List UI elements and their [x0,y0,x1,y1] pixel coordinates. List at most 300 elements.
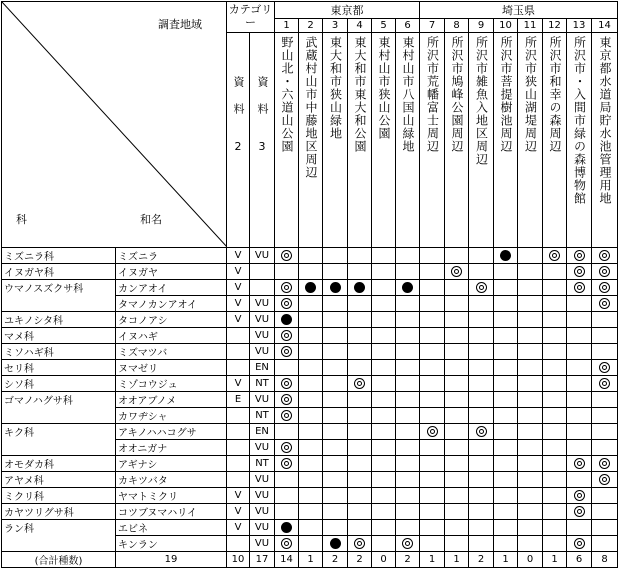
source-3-label: 資料 [256,76,269,130]
occurrence-cell-site-13 [567,520,592,536]
site-name-12: 所沢市和幸の森周辺 [548,36,562,153]
occurrence-cell-site-11 [518,408,543,424]
occurrence-cell-site-4 [348,408,372,424]
occurrence-cell-site-1 [275,360,299,376]
occurrence-cell-site-2 [299,248,323,264]
source-2-number: 2 [234,140,242,153]
occurrence-cell-site-8 [445,296,469,312]
category-c1-cell: E [227,392,250,408]
filled-circle-icon [305,282,316,293]
occurrence-cell-site-6 [396,456,420,472]
occurrence-cell-site-11 [518,248,543,264]
category-c1-cell: V [227,376,250,392]
occurrence-cell-site-13 [567,472,592,488]
site-number-11: 11 [518,19,543,33]
occurrence-cell-site-10 [494,536,518,552]
occurrence-cell-site-4 [348,312,372,328]
site-name-14: 東京都水道局貯水池管理用地 [598,36,612,205]
category-c1-cell: V [227,264,250,280]
occurrence-cell-site-9 [469,488,494,504]
category-c1-cell: V [227,312,250,328]
occurrence-cell-site-5 [372,472,396,488]
totals-site-1: 14 [275,552,299,568]
category-c1-cell [227,536,250,552]
occurrence-cell-site-10 [494,472,518,488]
occurrence-cell-site-12 [543,360,567,376]
double-circle-icon [402,538,413,549]
family-cell: ウマノスズクサ科 [2,280,116,312]
occurrence-cell-site-1 [275,408,299,424]
double-circle-icon [599,250,610,261]
occurrence-cell-site-5 [372,328,396,344]
occurrence-cell-site-9 [469,504,494,520]
site-number-12: 12 [543,19,567,33]
occurrence-cell-site-4 [348,392,372,408]
double-circle-icon [574,506,585,517]
occurrence-cell-site-13 [567,296,592,312]
occurrence-cell-site-8 [445,472,469,488]
occurrence-cell-site-1 [275,264,299,280]
occurrence-cell-site-12 [543,440,567,456]
occurrence-cell-site-2 [299,520,323,536]
double-circle-icon [354,378,365,389]
occurrence-cell-site-14 [592,264,618,280]
occurrence-cell-site-5 [372,456,396,472]
site-name-cell-5 [372,33,396,248]
site-name-3: 東大和市狭山緑地 [328,36,343,140]
occurrence-cell-site-11 [518,472,543,488]
totals-site-5: 0 [372,552,396,568]
category-c2-cell: VU [250,328,275,344]
occurrence-cell-site-5 [372,344,396,360]
occurrence-cell-site-3 [323,504,348,520]
occurrence-cell-site-4 [348,344,372,360]
totals-label: (合計種数) [2,552,116,568]
occurrence-cell-site-6 [396,296,420,312]
occurrence-cell-site-2 [299,408,323,424]
occurrence-cell-site-8 [445,488,469,504]
source-2-header [227,33,250,248]
occurrence-cell-site-13 [567,264,592,280]
occurrence-cell-site-2 [299,392,323,408]
double-circle-icon [574,538,585,549]
occurrence-cell-site-8 [445,440,469,456]
occurrence-cell-site-3 [323,472,348,488]
category-c2-cell: VU [250,488,275,504]
filled-circle-icon [281,522,292,533]
occurrence-cell-site-7 [420,408,445,424]
occurrence-cell-site-4 [348,376,372,392]
occurrence-cell-site-1 [275,488,299,504]
totals-category-c2: 17 [250,552,275,568]
species-name-cell: エビネ [116,520,227,536]
table-row [2,344,618,360]
occurrence-cell-site-1 [275,472,299,488]
region-label: 調査地域 [158,18,202,31]
occurrence-cell-site-9 [469,328,494,344]
site-name-cell-9 [469,33,494,248]
species-name-cell: タマノカンアオイ [116,296,227,312]
occurrence-cell-site-8 [445,536,469,552]
occurrence-cell-site-3 [323,520,348,536]
site-name-cell-3 [323,33,348,248]
occurrence-cell-site-3 [323,248,348,264]
double-circle-icon [281,410,292,421]
occurrence-cell-site-3 [323,392,348,408]
site-name-7: 所沢市荒幡富士周辺 [425,36,440,153]
occurrence-cell-site-10 [494,344,518,360]
occurrence-cell-site-9 [469,536,494,552]
occurrence-cell-site-4 [348,264,372,280]
occurrence-cell-site-12 [543,312,567,328]
double-circle-icon [451,266,462,277]
double-circle-icon [354,538,365,549]
category-c2-cell: VU [250,296,275,312]
occurrence-cell-site-5 [372,440,396,456]
occurrence-cell-site-2 [299,488,323,504]
double-circle-icon [427,426,438,437]
site-name-13: 所沢市・入間市緑の森博物館 [572,36,587,205]
species-name-cell: ミズマツバ [116,344,227,360]
occurrence-cell-site-3 [323,328,348,344]
occurrence-cell-site-4 [348,296,372,312]
occurrence-cell-site-12 [543,280,567,296]
occurrence-cell-site-12 [543,296,567,312]
category-c1-cell: V [227,248,250,264]
double-circle-icon [574,266,585,277]
site-name-2: 武蔵村山市中藤地区周辺 [304,36,318,179]
filled-circle-icon [354,282,365,293]
site-name-11: 所沢市狭山湖堤周辺 [523,36,538,153]
totals-site-13: 6 [567,552,592,568]
category-c2-cell: NT [250,376,275,392]
occurrence-cell-site-3 [323,360,348,376]
occurrence-cell-site-4 [348,504,372,520]
category-header-text: カテゴリー [228,3,273,29]
occurrence-cell-site-11 [518,296,543,312]
site-name-cell-4 [348,33,372,248]
occurrence-cell-site-4 [348,520,372,536]
filled-circle-icon [330,282,341,293]
occurrence-cell-site-7 [420,536,445,552]
occurrence-cell-site-14 [592,536,618,552]
site-name-4: 東大和市東大和公園 [353,36,367,153]
occurrence-cell-site-13 [567,408,592,424]
header-diagonal-cell [2,2,227,248]
species-name-cell: カンアオイ [116,280,227,296]
species-name-cell: ミゾコウジュ [116,376,227,392]
site-number-3: 3 [323,19,348,33]
occurrence-cell-site-12 [543,408,567,424]
species-name-cell: アギナシ [116,456,227,472]
site-name-cell-11 [518,33,543,248]
totals-site-14: 8 [592,552,618,568]
occurrence-cell-site-9 [469,248,494,264]
table-row [2,280,618,296]
totals-site-8: 1 [445,552,469,568]
occurrence-cell-site-10 [494,360,518,376]
occurrence-cell-site-13 [567,328,592,344]
family-cell: アヤメ科 [2,472,116,488]
occurrence-cell-site-3 [323,264,348,280]
occurrence-cell-site-4 [348,360,372,376]
occurrence-cell-site-9 [469,424,494,440]
table-row [2,424,618,440]
occurrence-cell-site-10 [494,376,518,392]
occurrence-cell-site-8 [445,248,469,264]
species-name-cell: ヤマトミクリ [116,488,227,504]
occurrence-cell-site-6 [396,248,420,264]
filled-circle-icon [402,282,413,293]
double-circle-icon [281,346,292,357]
occurrence-cell-site-3 [323,312,348,328]
totals-row [2,552,618,568]
occurrence-cell-site-4 [348,424,372,440]
occurrence-cell-site-9 [469,280,494,296]
occurrence-cell-site-9 [469,344,494,360]
occurrence-cell-site-10 [494,264,518,280]
occurrence-cell-site-11 [518,440,543,456]
occurrence-cell-site-7 [420,328,445,344]
table-row [2,472,618,488]
occurrence-cell-site-2 [299,264,323,280]
occurrence-cell-site-3 [323,440,348,456]
totals-site-3: 2 [323,552,348,568]
occurrence-cell-site-14 [592,488,618,504]
occurrence-cell-site-5 [372,424,396,440]
family-cell: ミクリ科 [2,488,116,504]
occurrence-cell-site-6 [396,424,420,440]
double-circle-icon [281,330,292,341]
occurrence-cell-site-10 [494,392,518,408]
double-circle-icon [549,250,560,261]
occurrence-cell-site-13 [567,344,592,360]
occurrence-cell-site-3 [323,408,348,424]
family-cell: ミソハギ科 [2,344,116,360]
pref-saitama-header: 埼玉県 [420,2,618,19]
occurrence-cell-site-11 [518,520,543,536]
occurrence-cell-site-10 [494,248,518,264]
occurrence-cell-site-5 [372,392,396,408]
occurrence-cell-site-11 [518,264,543,280]
double-circle-icon [281,298,292,309]
occurrence-cell-site-7 [420,456,445,472]
occurrence-cell-site-10 [494,296,518,312]
double-circle-icon [574,490,585,501]
source-3-number: 3 [258,140,266,153]
totals-site-6: 2 [396,552,420,568]
species-name-cell: アキノハハコグサ [116,424,227,440]
occurrence-cell-site-5 [372,536,396,552]
occurrence-cell-site-1 [275,280,299,296]
category-c1-cell: V [227,280,250,296]
occurrence-cell-site-1 [275,328,299,344]
site-name-cell-6 [396,33,420,248]
occurrence-cell-site-1 [275,248,299,264]
site-number-1: 1 [275,19,299,33]
category-header [227,2,275,33]
occurrence-cell-site-13 [567,280,592,296]
occurrence-cell-site-3 [323,280,348,296]
family-label: 科 [16,213,27,226]
table-row [2,488,618,504]
category-c1-cell: V [227,520,250,536]
occurrence-cell-site-2 [299,312,323,328]
family-cell: カヤツリグサ科 [2,504,116,520]
site-name-6: 東村山市八国山緑地 [401,36,415,153]
occurrence-cell-site-8 [445,280,469,296]
occurrence-cell-site-11 [518,456,543,472]
site-name-cell-13 [567,33,592,248]
source-2-label: 資料 [232,76,245,130]
family-cell: ラン科 [2,520,116,552]
occurrence-cell-site-4 [348,440,372,456]
species-name-cell: キンラン [116,536,227,552]
site-name-cell-1 [275,33,299,248]
occurrence-cell-site-1 [275,504,299,520]
occurrence-cell-site-6 [396,392,420,408]
occurrence-cell-site-7 [420,392,445,408]
red-list-plant-table [1,1,618,568]
category-c2-cell: EN [250,424,275,440]
occurrence-cell-site-12 [543,504,567,520]
site-number-4: 4 [348,19,372,33]
occurrence-cell-site-3 [323,376,348,392]
occurrence-cell-site-14 [592,280,618,296]
occurrence-cell-site-2 [299,504,323,520]
occurrence-cell-site-1 [275,520,299,536]
occurrence-cell-site-11 [518,344,543,360]
occurrence-cell-site-10 [494,488,518,504]
category-c1-cell: V [227,488,250,504]
occurrence-cell-site-10 [494,424,518,440]
occurrence-cell-site-6 [396,360,420,376]
table-row [2,264,618,280]
occurrence-cell-site-13 [567,392,592,408]
category-c2-cell: VU [250,312,275,328]
occurrence-cell-site-2 [299,360,323,376]
double-circle-icon [599,474,610,485]
occurrence-cell-site-14 [592,360,618,376]
occurrence-cell-site-7 [420,344,445,360]
occurrence-cell-site-9 [469,264,494,280]
occurrence-cell-site-6 [396,504,420,520]
occurrence-cell-site-14 [592,328,618,344]
occurrence-cell-site-14 [592,472,618,488]
occurrence-cell-site-14 [592,440,618,456]
occurrence-cell-site-11 [518,488,543,504]
occurrence-cell-site-11 [518,504,543,520]
category-c2-cell: NT [250,456,275,472]
occurrence-cell-site-8 [445,392,469,408]
occurrence-cell-site-1 [275,424,299,440]
occurrence-cell-site-1 [275,536,299,552]
occurrence-cell-site-8 [445,456,469,472]
occurrence-cell-site-2 [299,376,323,392]
occurrence-cell-site-7 [420,472,445,488]
totals-site-2: 1 [299,552,323,568]
occurrence-cell-site-10 [494,328,518,344]
double-circle-icon [281,458,292,469]
species-name-cell: タコノアシ [116,312,227,328]
occurrence-cell-site-11 [518,312,543,328]
category-c1-cell [227,456,250,472]
double-circle-icon [574,250,585,261]
occurrence-cell-site-5 [372,248,396,264]
double-circle-icon [281,250,292,261]
double-circle-icon [599,282,610,293]
category-c1-cell [227,424,250,440]
double-circle-icon [476,282,487,293]
filled-circle-icon [281,314,292,325]
source-3-header [250,33,275,248]
species-name-cell: カワヂシャ [116,408,227,424]
occurrence-cell-site-14 [592,392,618,408]
diagonal-line [2,2,227,247]
double-circle-icon [281,442,292,453]
site-name-8: 所沢市鳩峰公園周辺 [450,36,464,153]
occurrence-cell-site-2 [299,536,323,552]
occurrence-cell-site-9 [469,296,494,312]
occurrence-cell-site-6 [396,280,420,296]
occurrence-cell-site-7 [420,424,445,440]
occurrence-cell-site-6 [396,344,420,360]
occurrence-cell-site-12 [543,488,567,504]
occurrence-cell-site-4 [348,536,372,552]
category-c2-cell: VU [250,536,275,552]
occurrence-cell-site-13 [567,456,592,472]
site-name-cell-10 [494,33,518,248]
occurrence-cell-site-11 [518,328,543,344]
totals-site-12: 1 [543,552,567,568]
occurrence-cell-site-14 [592,504,618,520]
species-name-cell: イヌハギ [116,328,227,344]
occurrence-cell-site-4 [348,248,372,264]
double-circle-icon [599,458,610,469]
family-cell: ゴマノハグサ科 [2,392,116,424]
occurrence-cell-site-10 [494,312,518,328]
occurrence-cell-site-10 [494,440,518,456]
occurrence-cell-site-14 [592,520,618,536]
occurrence-cell-site-1 [275,456,299,472]
family-cell: シソ科 [2,376,116,392]
occurrence-cell-site-12 [543,536,567,552]
double-circle-icon [599,266,610,277]
occurrence-cell-site-4 [348,456,372,472]
double-circle-icon [476,426,487,437]
occurrence-cell-site-13 [567,376,592,392]
site-number-10: 10 [494,19,518,33]
species-name-cell: オオニガナ [116,440,227,456]
occurrence-cell-site-9 [469,456,494,472]
occurrence-cell-site-9 [469,520,494,536]
occurrence-cell-site-10 [494,520,518,536]
occurrence-cell-site-7 [420,504,445,520]
category-c1-cell [227,360,250,376]
site-number-13: 13 [567,19,592,33]
occurrence-cell-site-3 [323,456,348,472]
occurrence-cell-site-2 [299,280,323,296]
occurrence-cell-site-4 [348,328,372,344]
occurrence-cell-site-8 [445,408,469,424]
pref-tokyo-header: 東京都 [275,2,420,19]
category-c2-cell: VU [250,248,275,264]
site-number-14: 14 [592,19,618,33]
occurrence-cell-site-14 [592,456,618,472]
occurrence-cell-site-6 [396,520,420,536]
double-circle-icon [281,378,292,389]
family-cell: ユキノシタ科 [2,312,116,328]
